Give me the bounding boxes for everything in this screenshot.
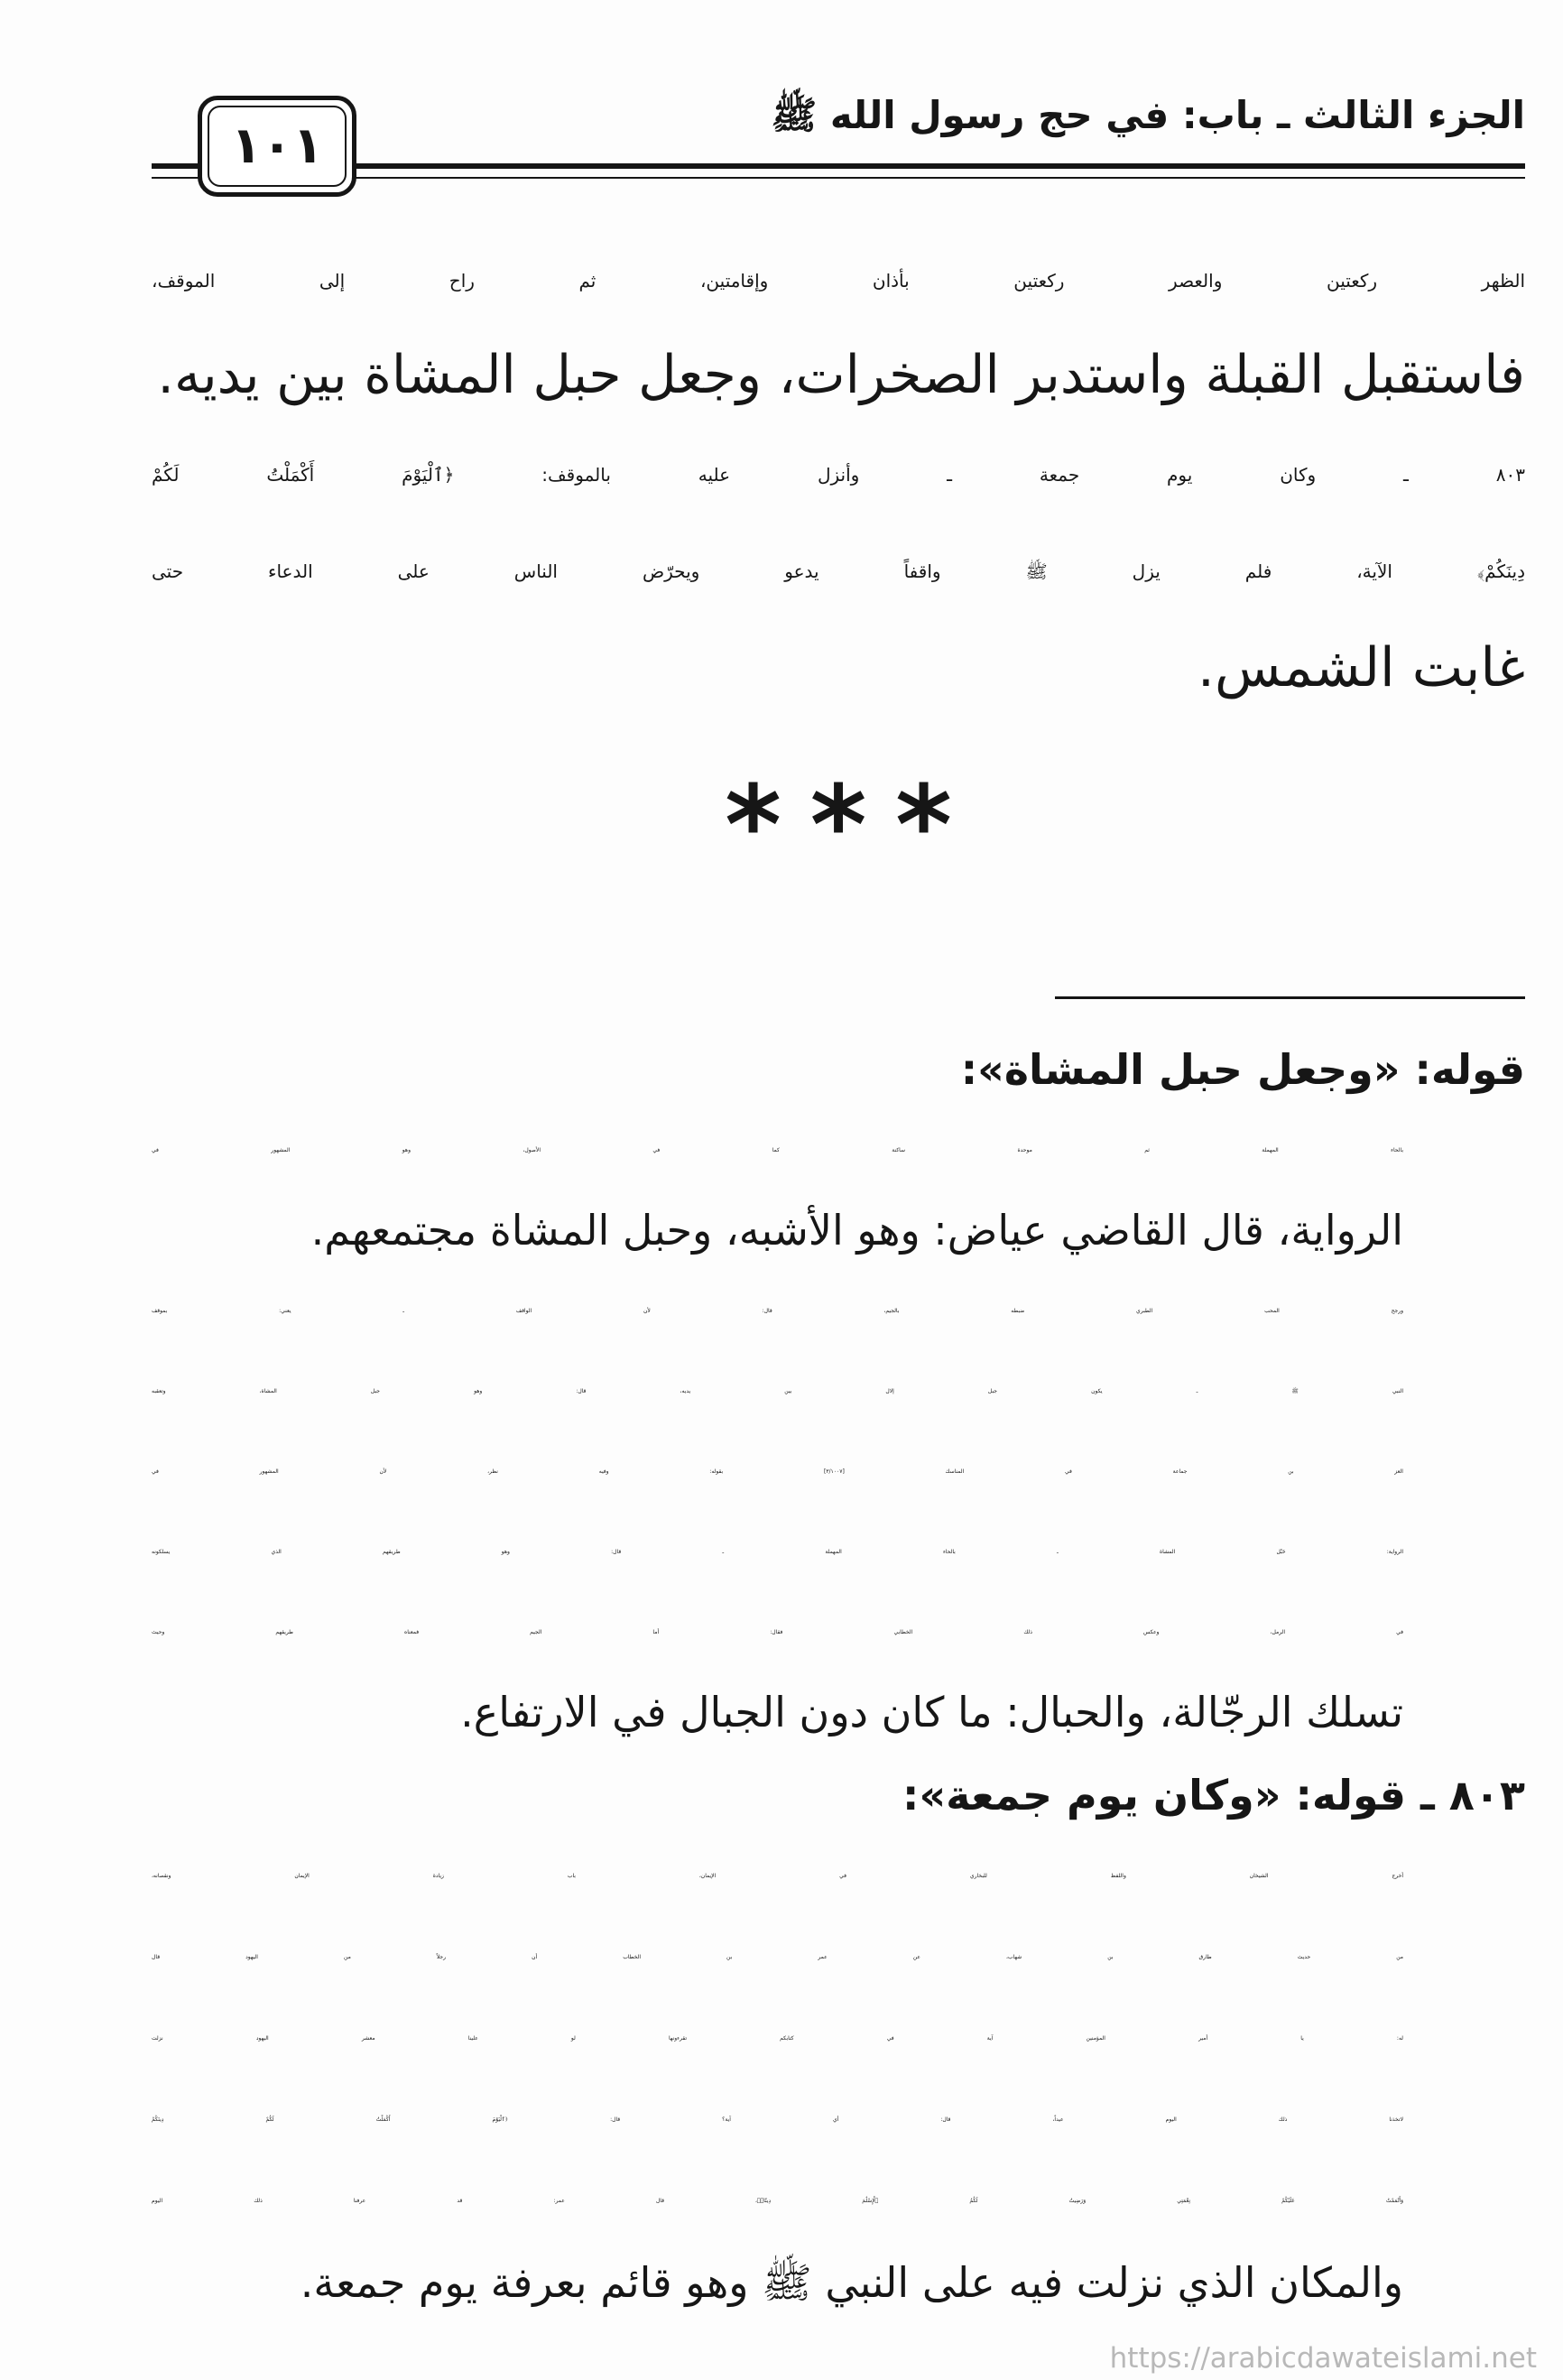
footnote <box>152 1755 1525 2323</box>
footnote-line: بالحاء المهملة ثم موحدة ساكنة كما في الأصول، وهو المشهور في <box>152 1147 1403 1153</box>
page-number-box-inner <box>208 106 347 187</box>
section-separator: * * * <box>725 764 952 889</box>
footnote-line: الرواية: حَبْل المشاة ـ بالحاء المهملة ـ قال: وهو طريقهم الذي يسلكونه <box>152 1549 1403 1555</box>
footnote-heading: قوله: «وجعل حبل المشاة»: <box>960 1045 1525 1094</box>
footnote-line: أخرج الشيخان واللفظ للبخاري في الإيمان، باب زيادة الإيمان ونقصانه، <box>152 1873 1403 1879</box>
footnote-line: العز بن جماعة في المناسك [٣/١٠٠٧] بقوله: وفيه نظر، لأن المشهور في <box>152 1468 1403 1475</box>
main-text-line: غابت الشمس. <box>1197 636 1525 699</box>
watermark-url: https://arabicdawateislami.net <box>1109 2342 1537 2375</box>
main-paragraph <box>152 427 1525 717</box>
footnote-line: وَأَتْمَمْتُ عَلَيْكُمْ نِعْمَتِي وَرَضِيتُ لَكُمُ ٱلْإِسْلَٰمَ دِينًاۚ﴾، قال عمر: قد عرفنا ذلك اليوم <box>152 2198 1403 2204</box>
footnote-line: والمكان الذي نزلت فيه على النبي ﷺ وهو قائم بعرفة يوم جمعة. <box>300 2258 1403 2307</box>
footnote-line: لاتخذنا ذلك اليوم عيداً، قال: أي آية؟ قال: ﴿ٱلْيَوْمَ أَكْمَلْتُ لَكُمْ دِينَكُمْ <box>152 2116 1403 2123</box>
header-rule-thin <box>152 177 1525 179</box>
footnote-line: من حديث طارق بن شهاب، عن عمر بن الخطاب أن رجلاً من اليهود قال <box>152 1954 1403 1960</box>
footnote-line: له: يا أمير المؤمنين آية في كتابكم تقرءونها لو علينا معشر اليهود نزلت <box>152 2035 1403 2042</box>
main-paragraph <box>152 234 1525 421</box>
footnote-line: تسلك الرجّالة، والحبال: ما كان دون الجبال في الارتفاع. <box>460 1688 1403 1736</box>
main-text-line: دِينَكُمْ﴾ الآية، فلم يزل ﷺ واقفاً يدعو ويحرّض الناس على الدعاء حتى <box>152 560 1525 582</box>
footnote-rule <box>1055 996 1525 999</box>
page-number-box <box>198 96 356 197</box>
footnote-line: الرواية، قال القاضي عياض: وهو الأشبه، وحبل المشاة مجتمعهم. <box>310 1206 1403 1255</box>
header-rule-thick <box>152 163 1525 169</box>
footnote-heading: ٨٠٣ ـ قوله: «وكان يوم جمعة»: <box>902 1771 1525 1820</box>
footnote <box>152 1030 1525 1753</box>
main-text-line: فاستقبل القبلة واستدبر الصخرات، وجعل حبل المشاة بين يديه. <box>157 344 1525 405</box>
footnote-line: ورجح المحب الطبري ضبطه بالجيم، قال: لأن الواقف ـ يعني: بموقف <box>152 1308 1403 1314</box>
main-text-line: ٨٠٣ ـ وكان يوم جمعة ـ وأنزل عليه بالموقف: ﴿ٱلْيَوْمَ أَكْمَلْتُ لَكُمْ <box>152 464 1525 486</box>
footnote-line: النبي ﷺ ـ يكون جبل إلال بين يديه، قال: وهو جبل المشاة، وتعقبه <box>152 1388 1403 1394</box>
main-text-line: الظهر ركعتين والعصر ركعتين بأذان وإقامتين، ثم راح إلى الموقف، <box>152 270 1525 292</box>
footnote-line: في الرمل، وعكس ذلك الخطابي فقال: أما الجيم فمعناه طريقهم وحيث <box>152 1629 1403 1635</box>
running-title: الجزء الثالث ـ باب: في حج رسول الله ﷺ <box>771 93 1525 137</box>
page-number: ١٠١ <box>230 116 324 175</box>
